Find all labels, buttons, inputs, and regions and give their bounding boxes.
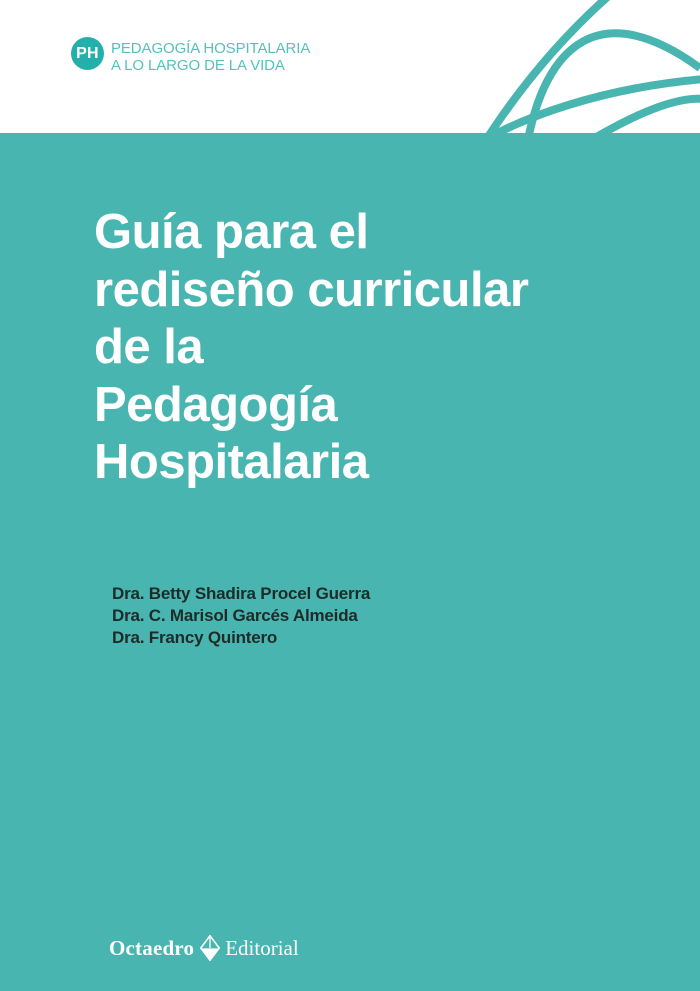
series-title xyxy=(111,37,310,74)
author-3: Dra. Francy Quintero xyxy=(112,628,278,647)
author-2: Dra. C. Marisol Garcés Almeida xyxy=(112,606,358,625)
series-brand xyxy=(71,37,310,74)
title-line-1: Guía para el xyxy=(94,205,369,259)
author-1: Dra. Betty Shadira Procel Guerra xyxy=(112,584,371,603)
publisher-logo xyxy=(109,933,299,963)
series-line-1: PEDAGOGÍA HOSPITALARIA xyxy=(111,40,311,57)
title-line-5: Hospitalaria xyxy=(94,435,369,489)
octahedron-diamond-icon xyxy=(200,935,220,961)
title-line-3: de la xyxy=(94,320,204,374)
cover-main xyxy=(0,133,700,991)
author-list xyxy=(112,583,370,649)
series-line-2: A LO LARGO DE LA VIDA xyxy=(111,56,285,74)
title-line-2: rediseño curricular xyxy=(94,262,529,317)
publisher-label: Editorial xyxy=(225,935,299,960)
publisher-name: Octaedro xyxy=(109,935,195,960)
ph-circle-badge: PH xyxy=(71,37,104,70)
title-line-4: Pedagogía xyxy=(94,377,338,432)
cover-header xyxy=(0,0,700,133)
book-title xyxy=(94,204,528,492)
